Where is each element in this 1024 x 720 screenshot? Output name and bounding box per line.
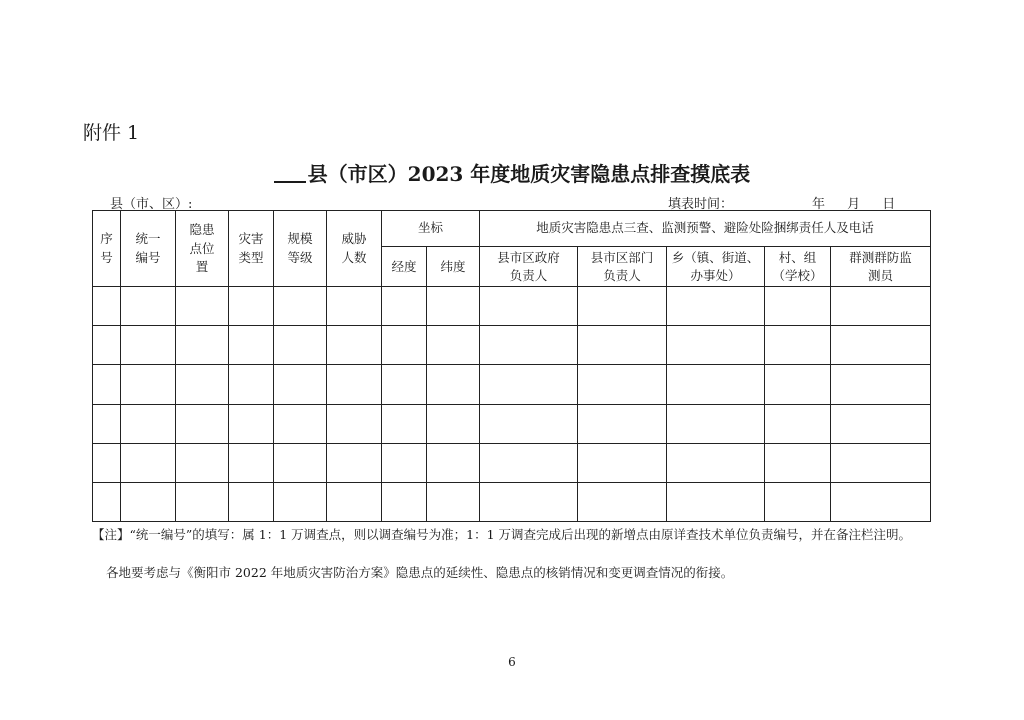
table-row — [93, 287, 931, 326]
table-cell[interactable] — [480, 443, 578, 482]
table-cell[interactable] — [274, 404, 327, 443]
table-cell[interactable] — [831, 365, 931, 404]
table-cell[interactable] — [667, 443, 765, 482]
table-cell[interactable] — [274, 365, 327, 404]
table-cell[interactable] — [327, 365, 382, 404]
table-cell[interactable] — [480, 326, 578, 365]
header-county-dept: 县市区部门 负责人 — [578, 247, 667, 287]
header-location: 隐患 点位 置 — [176, 211, 229, 287]
header-seq: 序 号 — [93, 211, 121, 287]
county-label: 县（市、区）: — [110, 197, 193, 212]
table-cell[interactable] — [382, 365, 427, 404]
table-row — [93, 326, 931, 365]
table-cell[interactable] — [229, 365, 274, 404]
table-cell[interactable] — [667, 326, 765, 365]
table-cell[interactable] — [229, 287, 274, 326]
header-village: 村、组 （学校） — [765, 247, 831, 287]
table-cell[interactable] — [427, 443, 480, 482]
table-cell[interactable] — [229, 443, 274, 482]
table-cell[interactable] — [274, 482, 327, 521]
header-scale: 规模 等级 — [274, 211, 327, 287]
table-cell[interactable] — [831, 287, 931, 326]
table-cell[interactable] — [382, 287, 427, 326]
table-cell[interactable] — [667, 365, 765, 404]
header-county-gov: 县市区政府 负责人 — [480, 247, 578, 287]
table-cell[interactable] — [578, 443, 667, 482]
table-cell[interactable] — [93, 482, 121, 521]
survey-table — [92, 210, 931, 522]
date-fields: 年 月 日 — [812, 197, 896, 212]
table-cell[interactable] — [176, 443, 229, 482]
header-coordinates: 坐标 — [382, 211, 480, 247]
table-cell[interactable] — [427, 326, 480, 365]
header-responsible-group: 地质灾害隐患点三查、监测预警、避险处险捆绑责任人及电话 — [480, 211, 931, 247]
table-cell[interactable] — [765, 287, 831, 326]
table-cell[interactable] — [765, 326, 831, 365]
table-cell[interactable] — [480, 482, 578, 521]
table-cell[interactable] — [382, 482, 427, 521]
table-cell[interactable] — [765, 365, 831, 404]
table-cell[interactable] — [327, 404, 382, 443]
table-cell[interactable] — [382, 326, 427, 365]
table-cell[interactable] — [121, 287, 176, 326]
header-latitude: 纬度 — [427, 247, 480, 287]
table-cell[interactable] — [93, 287, 121, 326]
table-cell[interactable] — [667, 404, 765, 443]
header-township: 乡（镇、街道、 办事处） — [667, 247, 765, 287]
title-text: 县（市区）2023 年度地质灾害隐患点排查摸底表 — [307, 162, 751, 186]
table-cell[interactable] — [382, 443, 427, 482]
header-disaster-type: 灾害 类型 — [229, 211, 274, 287]
table-cell[interactable] — [578, 287, 667, 326]
table-cell[interactable] — [831, 443, 931, 482]
table-cell[interactable] — [93, 443, 121, 482]
table-cell[interactable] — [578, 365, 667, 404]
page-title — [0, 158, 1024, 187]
table-cell[interactable] — [229, 482, 274, 521]
table-cell[interactable] — [427, 482, 480, 521]
table-cell[interactable] — [229, 404, 274, 443]
table-cell[interactable] — [176, 326, 229, 365]
table-cell[interactable] — [274, 443, 327, 482]
table-cell[interactable] — [480, 404, 578, 443]
table-row — [93, 404, 931, 443]
table-cell[interactable] — [831, 326, 931, 365]
table-cell[interactable] — [176, 482, 229, 521]
table-cell[interactable] — [176, 365, 229, 404]
table-cell[interactable] — [93, 404, 121, 443]
table-cell[interactable] — [229, 326, 274, 365]
table-cell[interactable] — [578, 326, 667, 365]
title-blank-line — [274, 163, 306, 183]
table-cell[interactable] — [831, 482, 931, 521]
table-cell[interactable] — [121, 365, 176, 404]
table-cell[interactable] — [765, 443, 831, 482]
header-monitor: 群测群防监 测员 — [831, 247, 931, 287]
table-cell[interactable] — [274, 287, 327, 326]
table-cell[interactable] — [327, 443, 382, 482]
note-continuity: 各地要考虑与《衡阳市 2022 年地质灾害防治方案》隐患点的延续性、隐患点的核销情况和变更调查情况的衔接。 — [106, 565, 734, 580]
table-cell[interactable] — [480, 287, 578, 326]
table-cell[interactable] — [831, 404, 931, 443]
header-threatened: 威胁 人数 — [327, 211, 382, 287]
table-cell[interactable] — [667, 287, 765, 326]
table-cell[interactable] — [427, 365, 480, 404]
table-cell[interactable] — [176, 404, 229, 443]
table-cell[interactable] — [578, 404, 667, 443]
table-cell[interactable] — [274, 326, 327, 365]
page-number: 6 — [508, 655, 516, 669]
table-cell[interactable] — [176, 287, 229, 326]
table-cell[interactable] — [578, 482, 667, 521]
table-row — [93, 482, 931, 521]
table-cell[interactable] — [121, 404, 176, 443]
table-cell[interactable] — [667, 482, 765, 521]
table-cell[interactable] — [327, 287, 382, 326]
table-cell[interactable] — [427, 287, 480, 326]
table-cell[interactable] — [427, 404, 480, 443]
table-cell[interactable] — [121, 326, 176, 365]
table-cell[interactable] — [121, 482, 176, 521]
header-unified-id: 统一 编号 — [121, 211, 176, 287]
table-row — [93, 443, 931, 482]
note-numbering: 【注】“统一编号”的填写：属 1：1 万调查点，则以调查编号为准；1：1 万调查完成后出现的新增点由原详查技术单位负责编号，并在备注栏注明。 — [92, 527, 912, 542]
table-cell[interactable] — [327, 326, 382, 365]
attachment-label: 附件 1 — [83, 122, 140, 144]
table-cell[interactable] — [765, 404, 831, 443]
table-row — [93, 365, 931, 404]
header-longitude: 经度 — [382, 247, 427, 287]
table-cell[interactable] — [382, 404, 427, 443]
fill-time-label: 填表时间： — [668, 197, 734, 212]
table-cell[interactable] — [121, 443, 176, 482]
table-cell[interactable] — [327, 482, 382, 521]
table-cell[interactable] — [765, 482, 831, 521]
table-cell[interactable] — [93, 365, 121, 404]
table-cell[interactable] — [93, 326, 121, 365]
table-cell[interactable] — [480, 365, 578, 404]
